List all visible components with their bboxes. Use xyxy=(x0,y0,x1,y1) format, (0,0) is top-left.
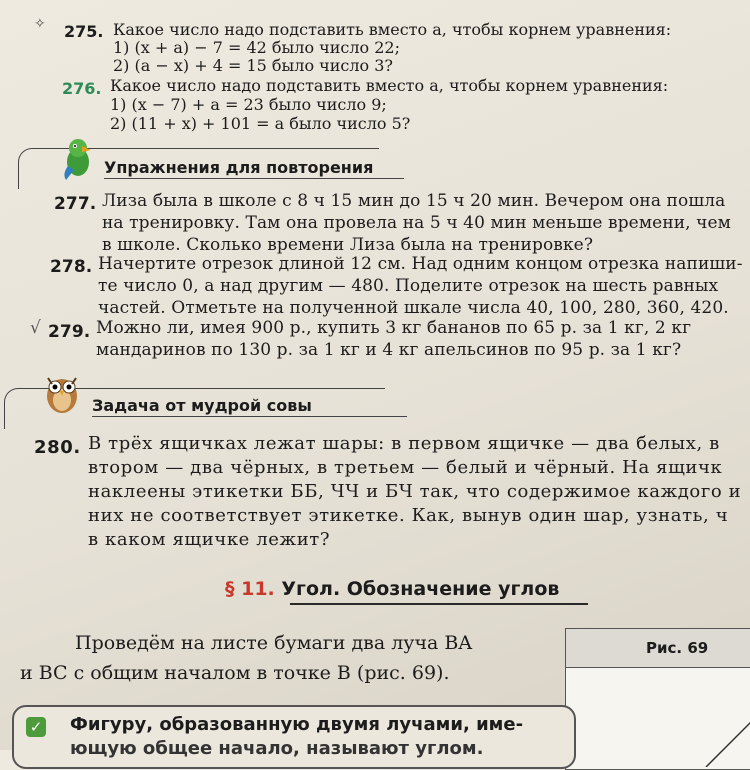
section-title xyxy=(225,578,559,600)
exercise-number: 276. xyxy=(62,79,102,98)
exercise-number: 277. xyxy=(54,194,97,214)
section-underline xyxy=(290,603,588,605)
exercise-text: те число 0, а над другим — 480. Поделите отрезок на шесть равных xyxy=(98,276,719,296)
exercise-text: втором — два чёрных, в третьем — белый и чёрный. На ящичк xyxy=(88,457,723,478)
intro-text: Проведём на листе бумаги два луча BA xyxy=(75,632,473,654)
definition-text: Фигуру, образованную двумя лучами, име- xyxy=(70,714,524,735)
figure-tab xyxy=(566,629,750,668)
exercise-text: 1) (x − 7) + a = 23 было число 9; xyxy=(110,95,387,114)
exercise-text: 1) (x + a) − 7 = 42 было число 22; xyxy=(113,38,400,57)
exercise-text: них не соответствует этикетке. Как, вынув один шар, узнать, ч xyxy=(88,505,729,526)
exercise-text: наклеены этикетки ББ, ЧЧ и БЧ так, что содержимое каждого и xyxy=(88,481,742,502)
exercise-text: мандаринов по 130 р. за 1 кг и 4 кг апельсинов по 95 р. за 1 кг? xyxy=(96,340,682,360)
owl-header-underline xyxy=(92,416,407,417)
parrot-icon xyxy=(58,136,98,180)
intro-text: и BC с общим началом в точке B (рис. 69). xyxy=(20,662,450,684)
star-icon: ✧ xyxy=(34,16,46,32)
exercise-text: Можно ли, имея 900 р., купить 3 кг бананов по 65 р. за 1 кг, 2 кг xyxy=(96,318,692,338)
definition-text: ющую общее начало, называют углом. xyxy=(70,738,484,759)
exercise-text: В трёх ящичках лежат шары: в первом ящичке — два белых, в xyxy=(88,433,720,454)
review-header-underline xyxy=(104,178,404,179)
exercise-number: 279. xyxy=(48,322,91,342)
review-header-title: Упражнения для повторения xyxy=(104,158,374,177)
exercise-text: 2) (a − x) + 4 = 15 было число 3? xyxy=(113,56,394,75)
exercise-text: частей. Отметьте на полученной шкале числа 40, 100, 280, 360, 420. xyxy=(98,298,729,318)
owl-icon xyxy=(40,370,84,414)
section-number: § 11. xyxy=(225,578,275,600)
exercise-number: 275. xyxy=(64,22,104,41)
exercise-text: Лиза была в школе с 8 ч 15 мин до 15 ч 20 мин. Вечером она пошла xyxy=(102,191,726,211)
owl-header-title: Задача от мудрой совы xyxy=(92,396,312,415)
exercise-text: в школе. Сколько времени Лиза была на тренировке? xyxy=(102,235,594,255)
exercise-number: 278. xyxy=(50,257,93,277)
exercise-text: Какое число надо подставить вместо a, чтобы корнем уравнения: xyxy=(113,20,672,39)
exercise-text: Начертите отрезок длиной 12 см. Над одним концом отрезка напиши- xyxy=(98,254,743,274)
section-name: Угол. Обозначение углов xyxy=(281,578,560,600)
check-icon: ✓ xyxy=(26,717,46,737)
figure-label: Рис. 69 xyxy=(646,639,709,657)
exercise-text: Какое число надо подставить вместо a, чтобы корнем уравнения: xyxy=(110,76,669,95)
exercise-text: 2) (11 + x) + 101 = a было число 5? xyxy=(110,114,411,133)
figure-box xyxy=(565,628,750,770)
checkmark-icon: √ xyxy=(30,318,41,338)
figure-ray xyxy=(566,667,750,767)
exercise-text: в каком ящичке лежит? xyxy=(88,529,331,550)
exercise-text: на тренировку. Там она провела на 5 ч 40 мин меньше времени, чем xyxy=(102,213,732,233)
exercise-number: 280. xyxy=(34,437,81,458)
